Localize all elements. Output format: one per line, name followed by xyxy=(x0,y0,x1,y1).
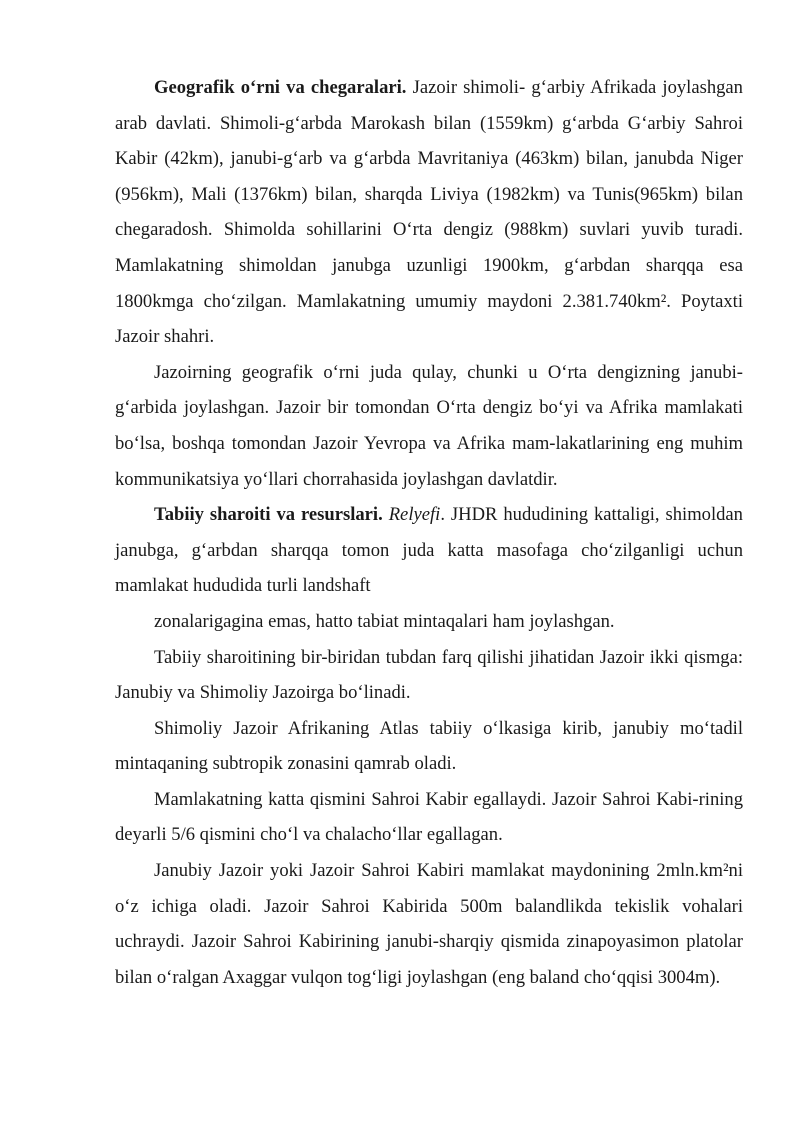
paragraph-location-advantage: Jazoirning geografik o‘rni juda qulay, chunki u O‘rta dengizning janubi-g‘arbida joylashgan. Jazoir bir tomondan O‘rta dengiz bo‘yi va Afrika mamlakati bo‘lsa, boshqa tomondan Jazoir Yevropa va Afrika mam-lakatlarining eng muhim kommunikatsiya yo‘llari chorrahasida joylashgan davlatdir. xyxy=(115,361,743,490)
paragraph-southern-algeria: Janubiy Jazoir yoki Jazoir Sahroi Kabiri mamlakat maydonining 2mln.km²ni o‘z ichiga oladi. Jazoir Sahroi Kabirida 500m balandlikda tekislik vohalari uchraydi. Jazoir Sahroi Kabirining janubi-sharqiy qismida zinapoyasimon platolar bilan o‘ralgan Axaggar vulqon tog‘ligi joylashgan (eng baland cho‘qqisi 3004m). xyxy=(115,860,743,988)
document-page xyxy=(115,70,743,995)
paragraph-geographic-location xyxy=(115,70,743,355)
heading-natural-conditions: Tabiiy sharoiti va resurslari. xyxy=(154,504,383,526)
paragraph-text: . JHDR hududining kattaligi, shimoldan janubga, g‘arbdan sharqqa tomon juda katta masofaga cho‘zilganligi uchun mamlakat hududida turli landshaft xyxy=(115,504,743,597)
paragraph-text: Jazoir shimoli- g‘arbiy Afrikada joylashgan arab davlati. Shimoli-g‘arbda Marokash bilan (1559km) g‘arbda G‘arbiy Sahroi Kabir (42km), janubi-g‘arb va g‘arbda Mavritaniya (463km) bilan, janubda Niger (956km), Mali (1376km) bilan, sharqda Liviya (1982km) va Tunis(965km) bilan chegaradosh. Shimolda sohillarini O‘rta dengiz (988km) suvlari yuvib turadi. Mamlakatning shimoldan janubga uzunligi 1900km, g‘arbdan sharqqa esa 1800kmga cho‘zilgan. Mamlakatning umumiy maydoni 2.381.740km². Poytaxti Jazoir shahri. xyxy=(115,77,743,348)
paragraph-sahara: Mamlakatning katta qismini Sahroi Kabir egallaydi. Jazoir Sahroi Kabi-rining deyarli 5/6 qismini cho‘l va chalacho‘llar egallagan. xyxy=(115,788,743,846)
paragraph-continuation: zonalarigagina emas, hatto tabiat mintaqalari ham joylashgan. xyxy=(154,610,615,632)
subheading-relief: Relyefi xyxy=(388,504,441,526)
paragraph-northern-algeria: Shimoliy Jazoir Afrikaning Atlas tabiiy o‘lkasiga kirib, janubiy mo‘tadil mintaqaning subtropik zonasini qamrab oladi. xyxy=(115,717,743,775)
heading-geographic-location: Geografik o‘rni va chegaralari. xyxy=(154,77,407,98)
paragraph-natural-conditions xyxy=(115,497,743,604)
paragraph-two-parts: Tabiiy sharoitining bir-biridan tubdan farq qilishi jihatidan Jazoir ikki qismga: Janubiy va Shimoliy Jazoirga bo‘linadi. xyxy=(115,646,743,704)
